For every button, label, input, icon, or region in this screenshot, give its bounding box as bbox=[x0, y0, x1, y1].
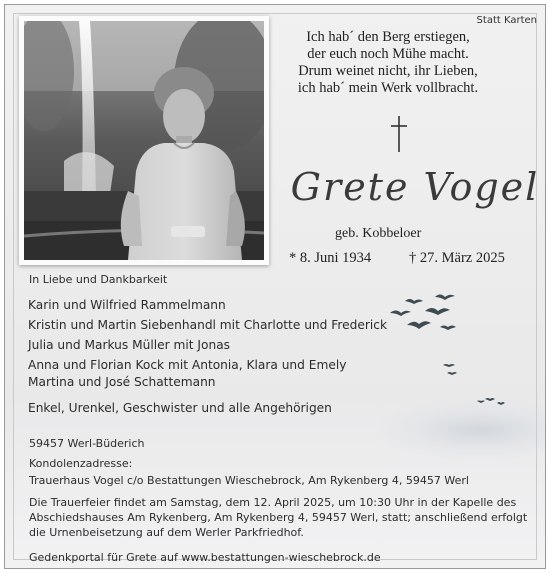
city-line: 59457 Werl-Büderich bbox=[29, 437, 145, 450]
bird-icon bbox=[440, 326, 456, 331]
poem-line: ich hab´ mein Werk vollbracht. bbox=[297, 80, 479, 96]
birth-date: * 8. Juni 1934 bbox=[289, 250, 372, 266]
mourner-line: Enkel, Urenkel, Geschwister und alle Angehörigen bbox=[28, 401, 332, 415]
bird-icon bbox=[497, 402, 505, 405]
bird-icon bbox=[425, 308, 450, 315]
bird-icon bbox=[477, 401, 485, 404]
poem-line: Drum weinet nicht, ihr Lieben, bbox=[298, 63, 478, 79]
portrait-photo bbox=[24, 21, 264, 260]
intro-text: In Liebe und Dankbarkeit bbox=[29, 273, 168, 286]
condolence-address bbox=[29, 455, 469, 489]
bird-icon bbox=[447, 372, 457, 375]
funeral-line: die Urnenbeisetzung auf dem Werler Parkfriedhof. bbox=[29, 526, 304, 539]
bird-icon bbox=[435, 295, 455, 301]
bird-icon bbox=[390, 311, 411, 317]
mourner-line: Kristin und Martin Siebenhandl mit Charlotte und Frederick bbox=[28, 318, 388, 332]
portrait-illustration bbox=[24, 21, 264, 260]
mourner-line: Martina und José Schattemann bbox=[28, 375, 216, 389]
condolence-label: Kondolenzadresse: bbox=[29, 457, 133, 470]
cross-icon bbox=[389, 115, 409, 153]
statt-karten-note: Statt Karten bbox=[476, 15, 537, 26]
birds-illustration bbox=[385, 287, 545, 447]
bird-icon bbox=[485, 398, 495, 401]
death-date: † 27. März 2025 bbox=[409, 250, 505, 266]
funeral-line: Abschiedshauses Am Rykenberg, Am Rykenberg 4, 59457 Werl, statt; anschließend erfolgt bbox=[29, 511, 528, 524]
funeral-info bbox=[29, 495, 539, 540]
condolence-address-text: Trauerhaus Vogel c/o Bestattungen Wieschebrock, Am Rykenberg 4, 59457 Werl bbox=[29, 474, 469, 487]
mourner-line: Karin und Wilfried Rammelmann bbox=[28, 298, 226, 312]
deceased-name: Grete Vogel bbox=[290, 165, 540, 209]
poem-line: Ich hab´ den Berg erstiegen, bbox=[306, 29, 470, 45]
birth-name: geb. Kobbeloer bbox=[335, 226, 422, 241]
portrait-photo-frame bbox=[19, 16, 269, 265]
memorial-portal-text: Gedenkportal für Grete auf www.bestattungen-wieschebrock.de bbox=[29, 551, 381, 564]
mourners-list bbox=[28, 295, 387, 375]
obituary-card bbox=[4, 4, 546, 569]
poem-line: der euch noch Mühe macht. bbox=[307, 46, 469, 62]
bird-icon bbox=[407, 321, 431, 329]
mourner-line: Anna und Florian Kock mit Antonia, Klara und Emely bbox=[28, 358, 347, 372]
funeral-line: Die Trauerfeier findet am Samstag, dem 12. April 2025, um 10:30 Uhr in der Kapelle des bbox=[29, 496, 517, 509]
poem bbox=[283, 29, 493, 97]
bird-icon bbox=[443, 364, 455, 367]
mourner-line: Julia und Markus Müller mit Jonas bbox=[28, 338, 231, 352]
bird-icon bbox=[405, 299, 423, 304]
